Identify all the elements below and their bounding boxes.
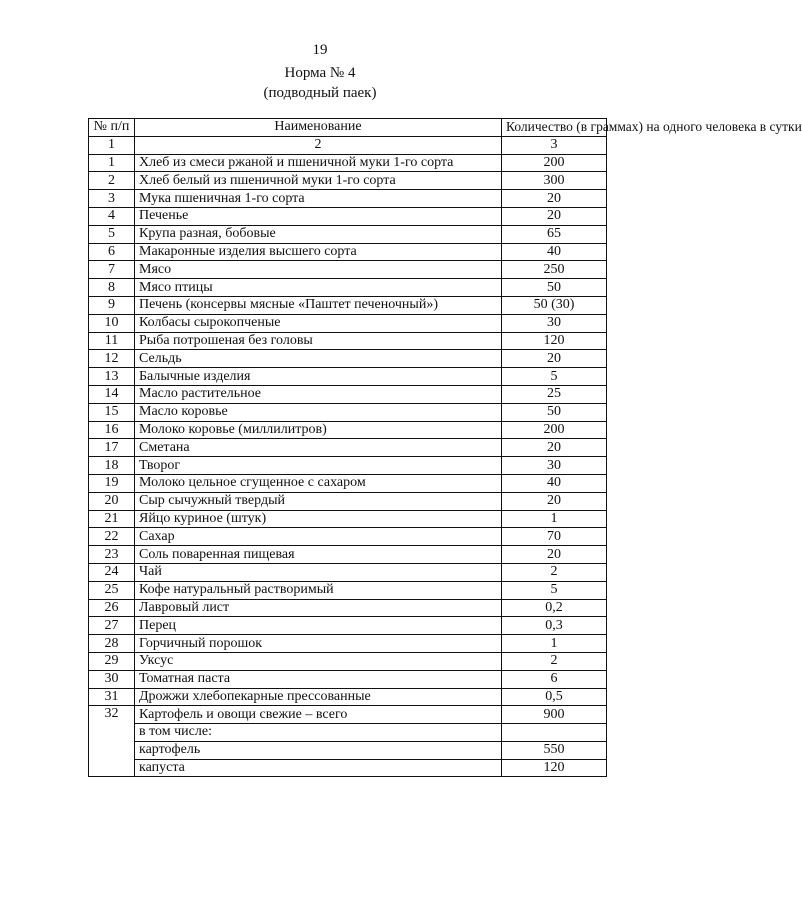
row-number: 31 [89, 688, 135, 706]
row-name: Горчичный порошок [135, 635, 502, 653]
header-number: № п/п [89, 119, 135, 137]
table-row [89, 154, 607, 172]
row-number: 19 [89, 474, 135, 492]
row-number: 16 [89, 421, 135, 439]
table-row [89, 403, 607, 421]
subrow-name: в том числе: [135, 724, 502, 742]
row-quantity: 50 (30) [502, 296, 607, 314]
table-row [89, 688, 607, 706]
row-number: 13 [89, 368, 135, 386]
row-number: 23 [89, 546, 135, 564]
row-number: 26 [89, 599, 135, 617]
row-name: Колбасы сырокопченые [135, 314, 502, 332]
row-name: Чай [135, 563, 502, 581]
table-row [89, 474, 607, 492]
row-quantity: 25 [502, 385, 607, 403]
header-quantity: Количество (в граммах) на одного человека в сутки [502, 119, 607, 137]
row-number: 1 [89, 154, 135, 172]
table-row [89, 261, 607, 279]
row-quantity: 20 [502, 350, 607, 368]
row-name: Лавровый лист [135, 599, 502, 617]
row-number: 11 [89, 332, 135, 350]
row-name: Сахар [135, 528, 502, 546]
table-subrow [89, 759, 607, 777]
row-quantity: 120 [502, 332, 607, 350]
column-number-3: 3 [502, 136, 607, 154]
row-quantity: 50 [502, 279, 607, 297]
row-name: Творог [135, 457, 502, 475]
column-number-2: 2 [135, 136, 502, 154]
table-row [89, 492, 607, 510]
table-row [89, 279, 607, 297]
row-quantity: 30 [502, 457, 607, 475]
row-name: Сельдь [135, 350, 502, 368]
table-row [89, 563, 607, 581]
row-quantity: 20 [502, 439, 607, 457]
row-quantity: 900 [502, 706, 607, 724]
row-name: Кофе натуральный растворимый [135, 581, 502, 599]
row-number: 10 [89, 314, 135, 332]
table-row [89, 528, 607, 546]
row-quantity: 200 [502, 421, 607, 439]
row-number: 29 [89, 652, 135, 670]
row-quantity: 40 [502, 474, 607, 492]
column-number-1: 1 [89, 136, 135, 154]
table-row [89, 350, 607, 368]
row-name: Мясо птицы [135, 279, 502, 297]
row-number: 21 [89, 510, 135, 528]
row-quantity: 6 [502, 670, 607, 688]
row-quantity: 200 [502, 154, 607, 172]
table-row [89, 706, 607, 724]
table-row [89, 457, 607, 475]
row-quantity: 5 [502, 581, 607, 599]
row-name: Дрожжи хлебопекарные прессованные [135, 688, 502, 706]
column-numbers-row [89, 136, 607, 154]
row-name: Мука пшеничная 1-го сорта [135, 190, 502, 208]
table-row [89, 243, 607, 261]
row-name: Печень (консервы мясные «Паштет печеночный») [135, 296, 502, 314]
row-number: 15 [89, 403, 135, 421]
row-name: Хлеб белый из пшеничной муки 1-го сорта [135, 172, 502, 190]
subrow-name: картофель [135, 741, 502, 759]
row-name: Макаронные изделия высшего сорта [135, 243, 502, 261]
row-number: 18 [89, 457, 135, 475]
row-name: Рыба потрошеная без головы [135, 332, 502, 350]
table-row [89, 314, 607, 332]
row-quantity: 20 [502, 546, 607, 564]
row-name: Молоко коровье (миллилитров) [135, 421, 502, 439]
row-name: Перец [135, 617, 502, 635]
row-quantity: 0,5 [502, 688, 607, 706]
row-number: 30 [89, 670, 135, 688]
row-quantity: 65 [502, 225, 607, 243]
table-row [89, 172, 607, 190]
row-number: 5 [89, 225, 135, 243]
row-quantity: 1 [502, 635, 607, 653]
table-subrow [89, 741, 607, 759]
row-number: 22 [89, 528, 135, 546]
table-row [89, 368, 607, 386]
row-number: 9 [89, 296, 135, 314]
row-number: 12 [89, 350, 135, 368]
row-number: 25 [89, 581, 135, 599]
table-row [89, 599, 607, 617]
table-row [89, 421, 607, 439]
row-name: Масло растительное [135, 385, 502, 403]
table-row [89, 190, 607, 208]
subrow-quantity [502, 724, 607, 742]
row-quantity: 2 [502, 652, 607, 670]
row-quantity: 70 [502, 528, 607, 546]
row-number: 20 [89, 492, 135, 510]
row-name: Сыр сычужный твердый [135, 492, 502, 510]
row-number: 24 [89, 563, 135, 581]
table-row [89, 510, 607, 528]
row-quantity: 20 [502, 207, 607, 225]
row-quantity: 250 [502, 261, 607, 279]
row-name: Уксус [135, 652, 502, 670]
row-number: 14 [89, 385, 135, 403]
subrow-name: капуста [135, 759, 502, 777]
row-name: Молоко цельное сгущенное с сахаром [135, 474, 502, 492]
row-name: Сметана [135, 439, 502, 457]
row-number: 2 [89, 172, 135, 190]
norm-table [88, 118, 802, 777]
row-quantity: 20 [502, 492, 607, 510]
row-quantity: 40 [502, 243, 607, 261]
page-number: 19 [312, 42, 328, 58]
row-name: Балычные изделия [135, 368, 502, 386]
row-number: 28 [89, 635, 135, 653]
row-quantity: 0,3 [502, 617, 607, 635]
row-name: Масло коровье [135, 403, 502, 421]
table-row [89, 385, 607, 403]
row-number: 17 [89, 439, 135, 457]
row-quantity: 5 [502, 368, 607, 386]
table-row [89, 635, 607, 653]
row-quantity: 0,2 [502, 599, 607, 617]
row-quantity: 300 [502, 172, 607, 190]
table-row [89, 207, 607, 225]
row-number: 32 [89, 706, 135, 777]
row-number: 6 [89, 243, 135, 261]
table-row [89, 670, 607, 688]
table-header-row [89, 119, 607, 137]
table-row [89, 546, 607, 564]
table-row [89, 617, 607, 635]
table-row [89, 296, 607, 314]
row-quantity: 20 [502, 190, 607, 208]
header-name: Наименование [135, 119, 502, 137]
table-body [89, 136, 607, 777]
row-name: Соль поваренная пищевая [135, 546, 502, 564]
row-number: 4 [89, 207, 135, 225]
row-quantity: 30 [502, 314, 607, 332]
row-quantity: 1 [502, 510, 607, 528]
row-name: Яйцо куриное (штук) [135, 510, 502, 528]
table-row [89, 225, 607, 243]
table-row [89, 581, 607, 599]
table-row [89, 439, 607, 457]
subrow-quantity: 120 [502, 759, 607, 777]
table-row [89, 652, 607, 670]
row-number: 8 [89, 279, 135, 297]
subrow-quantity: 550 [502, 741, 607, 759]
row-name: Крупа разная, бобовые [135, 225, 502, 243]
row-quantity: 2 [502, 563, 607, 581]
row-quantity: 50 [502, 403, 607, 421]
row-name: Томатная паста [135, 670, 502, 688]
row-number: 3 [89, 190, 135, 208]
row-number: 7 [89, 261, 135, 279]
row-name: Мясо [135, 261, 502, 279]
document-title: Норма № 4 [284, 65, 356, 81]
row-number: 27 [89, 617, 135, 635]
document-subtitle: (подводный паек) [263, 85, 377, 101]
row-name: Печенье [135, 207, 502, 225]
table-row [89, 332, 607, 350]
row-name: Хлеб из смеси ржаной и пшеничной муки 1-го сорта [135, 154, 502, 172]
row-name: Картофель и овощи свежие – всего [135, 706, 502, 724]
table-subrow [89, 724, 607, 742]
